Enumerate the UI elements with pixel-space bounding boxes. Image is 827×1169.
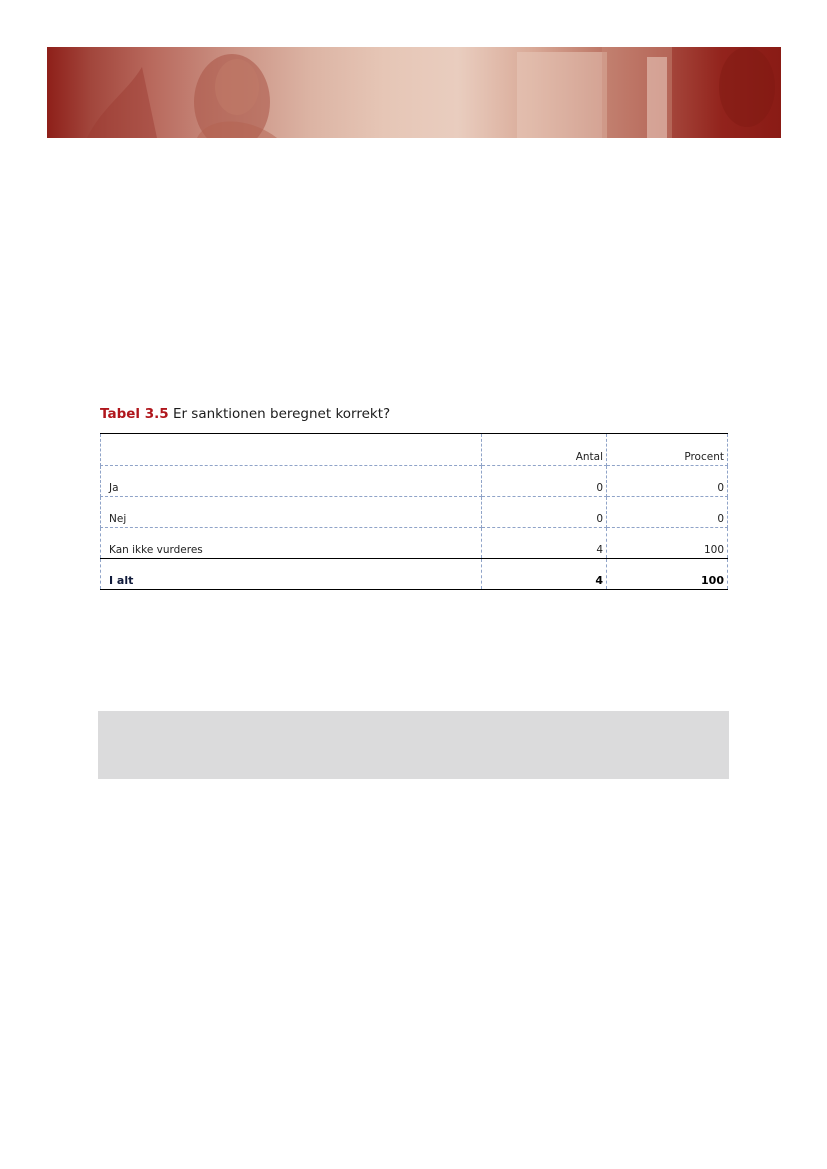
- total-label: I alt: [101, 559, 482, 590]
- table-header-row: [101, 434, 728, 466]
- row-procent: 100: [607, 528, 728, 559]
- table-row: [101, 528, 728, 559]
- table-row: [101, 497, 728, 528]
- row-procent: 0: [607, 466, 728, 497]
- table-number: Tabel 3.5: [100, 406, 169, 422]
- banner-photo: [47, 47, 781, 138]
- table-caption: [100, 406, 390, 422]
- row-procent: 0: [607, 497, 728, 528]
- results-table: [100, 433, 728, 590]
- table-total-row: [101, 559, 728, 590]
- row-label: Nej: [101, 497, 482, 528]
- row-antal: 0: [482, 497, 607, 528]
- table-title: Er sanktionen beregnet korrekt?: [172, 406, 391, 422]
- header-banner-image: [47, 47, 781, 138]
- total-antal: 4: [482, 559, 607, 590]
- row-label: Kan ikke vurderes: [101, 528, 482, 559]
- row-antal: 0: [482, 466, 607, 497]
- row-antal: 4: [482, 528, 607, 559]
- header-cell-antal: Antal: [482, 434, 607, 466]
- table-row: [101, 466, 728, 497]
- row-label: Ja: [101, 466, 482, 497]
- total-procent: 100: [607, 559, 728, 590]
- header-cell-label: [101, 434, 482, 466]
- grey-note-box: [98, 711, 729, 779]
- header-cell-procent: Procent: [607, 434, 728, 466]
